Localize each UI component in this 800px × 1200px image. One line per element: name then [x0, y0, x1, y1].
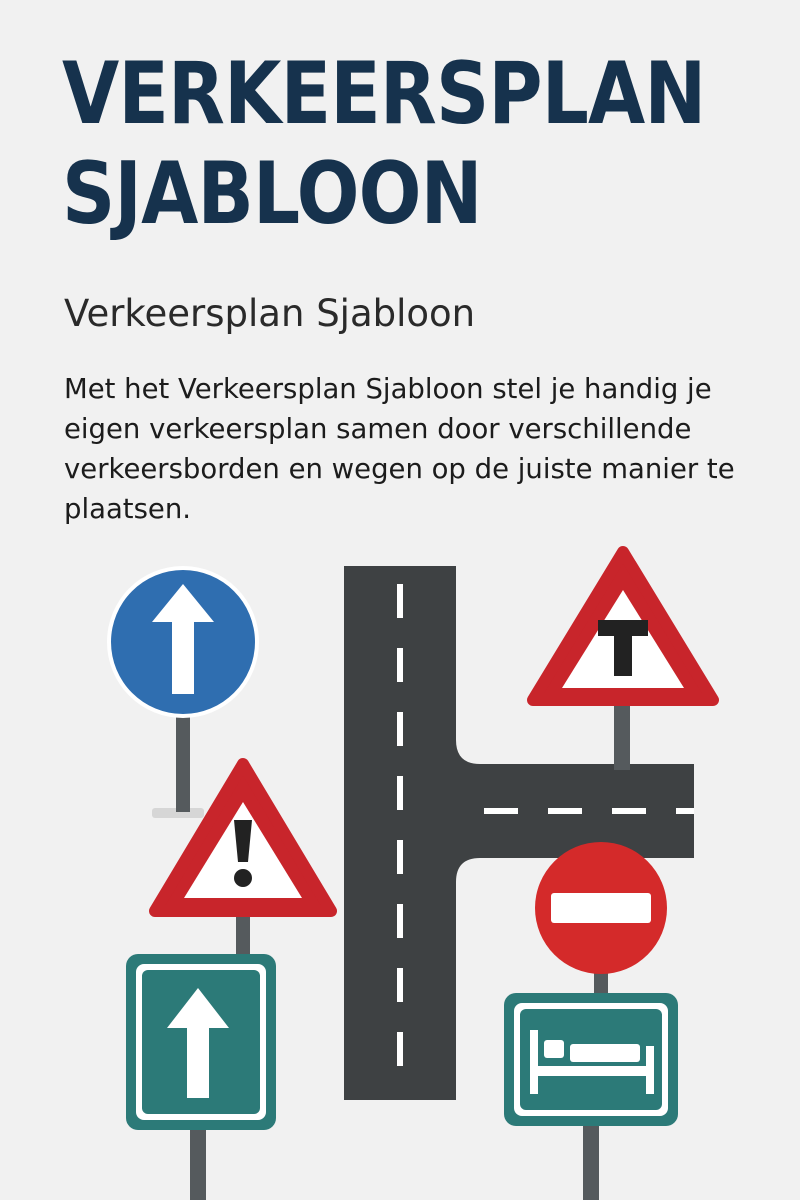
no-entry-sign-icon	[535, 842, 667, 974]
subtitle: Verkeersplan Sjabloon	[64, 292, 476, 335]
traffic-signs-illustration	[0, 530, 800, 1200]
page-title	[62, 44, 705, 244]
title-line-1: VERKEERSPLAN	[62, 44, 706, 144]
mandatory-straight-ahead-sign-icon	[107, 566, 259, 718]
hotel-bed-sign-icon	[504, 993, 678, 1126]
title-line-2: SJABLOON	[62, 144, 482, 244]
description: Met het Verkeersplan Sjabloon stel je handig je eigen verkeersplan samen door verschillende verkeersborden en wegen op de juiste manier te plaatsen.	[64, 373, 735, 525]
one-way-street-sign-icon	[126, 954, 276, 1130]
t-junction-warning-sign-icon	[533, 552, 713, 700]
